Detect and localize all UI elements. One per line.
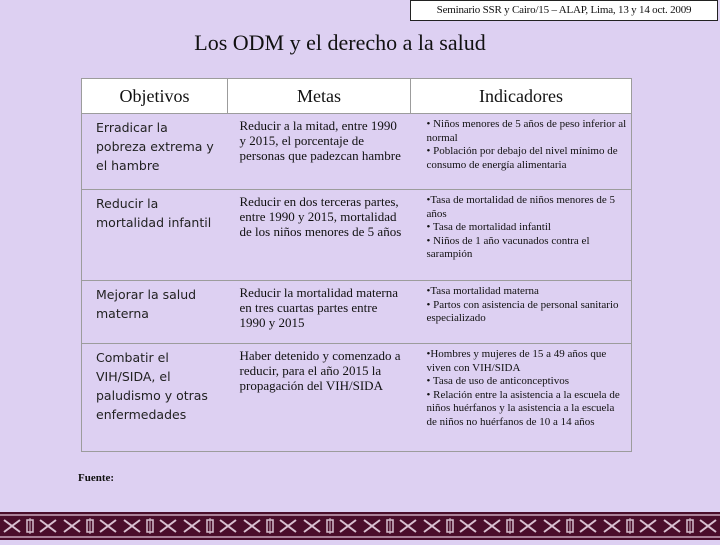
indicator-item: •Hombres y mujeres de 15 a 49 años que viven con VIH/SIDA (426, 348, 607, 374)
table-row (82, 114, 632, 190)
table-row (82, 344, 632, 452)
woven-pattern-icon (0, 512, 720, 540)
indicator-item: • Niños de 1 año vacunados contra el sarampión (426, 234, 590, 260)
seminar-header-note: Seminario SSR y Cairo/15 – ALAP, Lima, 13 y 14 oct. 2009 (410, 0, 718, 21)
objetivo-cell: Combatir el VIH/SIDA, el paludismo y otras enfermedades (82, 344, 228, 452)
meta-cell: Reducir a la mitad, entre 1990 y 2015, el porcentaje de personas que padezcan hambre (228, 114, 411, 190)
indicator-item: • Tasa de uso de anticonceptivos (426, 375, 569, 387)
page-title: Los ODM y el derecho a la salud (194, 30, 486, 55)
header-metas: Metas (228, 79, 411, 114)
odm-table (81, 78, 632, 452)
table-header-row (82, 79, 632, 114)
indicator-item: • Población por debajo del nivel mínimo de consumo de energía alimentaria (426, 145, 618, 171)
table-row (82, 190, 632, 281)
meta-cell: Haber detenido y comenzado a reducir, para el año 2015 la propagación del VIH/SIDA (228, 344, 411, 452)
indicadores-cell (411, 114, 632, 190)
objetivo-cell: Mejorar la salud materna (82, 281, 228, 344)
decorative-border-band (0, 512, 720, 540)
indicadores-cell (411, 190, 632, 281)
indicadores-cell (411, 344, 632, 452)
meta-cell: Reducir la mortalidad materna en tres cuartas partes entre 1990 y 2015 (228, 281, 411, 344)
indicator-item: • Tasa de mortalidad infantil (426, 221, 551, 233)
fuente-label: Fuente: (78, 472, 115, 484)
indicator-item: •Tasa mortalidad materna (426, 285, 539, 297)
header-objetivos: Objetivos (82, 79, 228, 114)
table-row (82, 281, 632, 344)
indicator-item: • Relación entre la asistencia a la escuela de niños huérfanos y la asistencia a la escuela de niños no huérfanos de 10 a 14 años (426, 388, 620, 428)
header-indicadores: Indicadores (411, 79, 632, 114)
indicator-item: • Partos con asistencia de personal sanitario especializado (426, 298, 619, 324)
meta-cell: Reducir en dos terceras partes, entre 1990 y 2015, mortalidad de los niños menores de 5 años (228, 190, 411, 281)
indicadores-cell (411, 281, 632, 344)
objetivo-cell: Reducir la mortalidad infantil (82, 190, 228, 281)
indicator-item: • Niños menores de 5 años de peso inferior al normal (426, 118, 627, 144)
indicator-item: •Tasa de mortalidad de niños menores de 5 años (426, 194, 615, 220)
objetivo-cell: Erradicar la pobreza extrema y el hambre (82, 114, 228, 190)
